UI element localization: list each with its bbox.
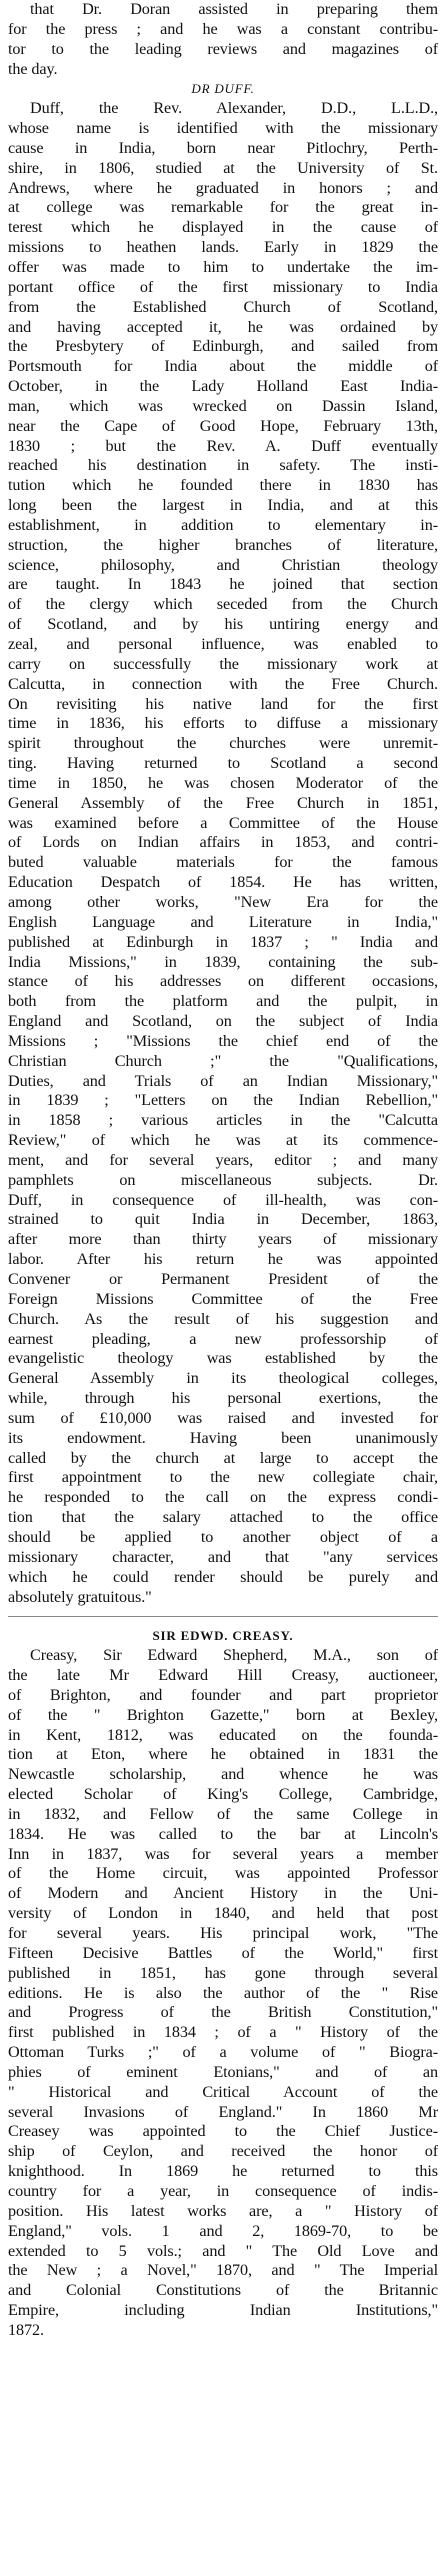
text-line: portant office of the first missionary to India: [8, 277, 438, 296]
article-column: [8, 0, 438, 2341]
section-divider: [8, 1616, 438, 1617]
text-line: extended to 5 vols.; and " The Old Love and: [8, 2241, 438, 2260]
text-line: 1830 ; but the Rev. A. Duff eventually: [8, 436, 438, 455]
text-line: should be applied to another object of a: [8, 1527, 438, 1546]
text-line: of the clergy which seceded from the Church: [8, 595, 438, 614]
text-line: Empire, including Indian Institutions,": [8, 2301, 438, 2320]
text-line: evangelistic theology was established by the: [8, 1349, 438, 1368]
section-body: [8, 1646, 438, 2341]
text-line: Missions ; "Missions the chief end of the: [8, 1031, 438, 1050]
text-line: published at Edinburgh in 1837 ; " India and: [8, 932, 438, 951]
text-line: and Progress of the British Constitution,": [8, 2003, 438, 2022]
text-line: from the Established Church of Scotland,: [8, 297, 438, 316]
text-line: knighthood. In 1869 he returned to this: [8, 2162, 438, 2181]
text-line: the Presbytery of Edinburgh, and sailed from: [8, 337, 438, 356]
text-line: in Kent, 1812, was educated on the founda-: [8, 1725, 438, 1744]
text-line: several Invasions of England." In 1860 Mr: [8, 2102, 438, 2121]
text-line: absolutely gratuitous.": [8, 1587, 152, 1606]
section-creasy: [8, 1626, 438, 2340]
text-line: among other works, "New Era for the: [8, 892, 438, 911]
text-line: India Missions," in 1839, containing the sub-: [8, 952, 438, 971]
text-line: Calcutta, in connection with the Free Church.: [8, 674, 438, 693]
text-line: Creasy, Sir Edward Shepherd, M.A., son of: [30, 1646, 438, 1665]
text-line: England and Scotland, on the subject of India: [8, 1012, 438, 1031]
text-line: On revisiting his native land for the first: [8, 694, 438, 713]
text-line: General Assembly of the Free Church in 1851,: [8, 793, 438, 812]
text-line: for the press ; and he was a constant contribu-: [8, 19, 438, 38]
text-line: Ottoman Turks ;" of a volume of " Biogra-: [8, 2043, 438, 2062]
text-line: struction, the higher branches of literature,: [8, 535, 438, 554]
text-line: time in 1836, his efforts to diffuse a missionary: [8, 714, 438, 733]
text-line: long been the largest in India, and at this: [8, 496, 438, 515]
text-line: elected Scholar of King's College, Cambridge,: [8, 1785, 438, 1804]
text-line: in 1858 ; various articles in the "Calcutta: [8, 1111, 438, 1130]
text-line: Andrews, where he graduated in honors ; and: [8, 178, 438, 197]
text-line: Creasey was appointed to the Chief Justice-: [8, 2122, 438, 2141]
text-line: which he could render should be purely and: [8, 1567, 438, 1586]
text-line: Education Despatch of 1854. He has written,: [8, 873, 438, 892]
text-line: country for a year, in consequence of indis-: [8, 2181, 438, 2200]
text-line: tion that the salary attached to the office: [8, 1508, 438, 1527]
text-line: versity of London in 1840, and held that post: [8, 1904, 438, 1923]
text-line: 1872.: [8, 2320, 44, 2339]
text-line: phies of eminent Etonians," and of an: [8, 2062, 438, 2081]
text-line: of Scotland, and by his untiring energy and: [8, 615, 438, 634]
text-line: time in 1850, he was chosen Moderator of the: [8, 773, 438, 792]
text-line: of Brighton, and founder and part proprietor: [8, 1685, 438, 1704]
text-line: buted valuable materials for the famous: [8, 853, 438, 872]
text-line: after more than thirty years of missionary: [8, 1230, 438, 1249]
text-line: Church. As the result of his suggestion and: [8, 1309, 438, 1328]
text-line: the New ; a Novel," 1870, and " The Imperial: [8, 2261, 438, 2280]
text-line: tution which he founded there in 1830 has: [8, 476, 438, 495]
text-line: near the Cape of Good Hope, February 13th,: [8, 416, 438, 435]
text-line: sum of £10,000 was raised and invested for: [8, 1408, 438, 1427]
text-line: strained to quit India in December, 1863,: [8, 1210, 438, 1229]
text-line: Foreign Missions Committee of the Free: [8, 1289, 438, 1308]
text-line: and Colonial Constitutions of the Britannic: [8, 2281, 438, 2300]
text-line: cause in India, born near Pitlochry, Perth-: [8, 138, 438, 157]
text-line: of Modern and Ancient History in the Uni-: [8, 1884, 438, 1903]
text-line: for several years. His principal work, "The: [8, 1924, 438, 1942]
text-line: Portsmouth for India about the middle of: [8, 357, 438, 376]
text-line: October, in the Lady Holland East India-: [8, 377, 438, 396]
text-line: the late Mr Edward Hill Creasy, auctioneer,: [8, 1666, 438, 1685]
text-line: that Dr. Doran assisted in preparing them: [30, 0, 438, 18]
text-line: establishment, in addition to elementary in-: [8, 515, 438, 534]
text-line: Fifteen Decisive Battles of the World," first: [8, 1943, 438, 1962]
text-line: tor to the leading reviews and magazines of: [8, 39, 438, 58]
text-line: 1834. He was called to the bar at Lincoln's: [8, 1824, 438, 1843]
text-line: called by the church at large to accept the: [8, 1448, 438, 1467]
text-line: of the " Brighton Gazette," born at Bexley,: [8, 1705, 438, 1724]
text-line: ment, and for several years, editor ; and many: [8, 1150, 438, 1169]
text-line: General Assembly in its theological colleges,: [8, 1369, 438, 1388]
text-line: first appointment to the new collegiate chair,: [8, 1468, 438, 1487]
text-line: the day.: [8, 59, 58, 78]
text-line: are taught. In 1843 he joined that section: [8, 575, 438, 594]
text-line: shire, in 1806, studied at the University of St.: [8, 158, 438, 177]
text-line: in 1832, and Fellow of the same College in: [8, 1804, 438, 1823]
text-line: spirit throughout the churches were unremit-: [8, 734, 438, 753]
text-line: and having accepted it, he was ordained by: [8, 317, 438, 336]
text-line: first published in 1834 ; of a " History of the: [8, 2023, 438, 2042]
text-line: " Historical and Critical Account of the: [8, 2082, 438, 2101]
text-line: Duff, in consequence of ill-health, was con-: [8, 1190, 438, 1209]
text-line: ship of Ceylon, and received the honor of: [8, 2142, 438, 2161]
section-heading: DR DUFF.: [191, 81, 255, 97]
text-line: editions. He is also the author of the " Rise: [8, 1983, 438, 2002]
text-line: zeal, and personal influence, was enabled to: [8, 635, 438, 653]
text-line: position. His latest works are, a " History of: [8, 2201, 438, 2220]
text-line: man, which was wrecked on Dassin Island,: [8, 396, 438, 415]
text-line: Duties, and Trials of an Indian Missionary,": [8, 1071, 438, 1090]
text-line: pamphlets on miscellaneous subjects. Dr.: [8, 1170, 438, 1189]
text-line: science, philosophy, and Christian theology: [8, 555, 438, 574]
text-line: Christian Church ;" the "Qualifications,: [8, 1051, 438, 1070]
text-line: ting. Having returned to Scotland a second: [8, 754, 438, 773]
text-line: both from the platform and the pulpit, in: [8, 992, 438, 1011]
text-line: offer was made to him to undertake the im-: [8, 257, 438, 276]
text-line: England," vols. 1 and 2, 1869-70, to be: [8, 2221, 438, 2240]
intro-paragraph: [8, 0, 438, 79]
text-line: tion at Eton, where he obtained in 1831 the: [8, 1745, 438, 1764]
text-line: terest which he displayed in the cause of: [8, 218, 438, 237]
text-line: whose name is identified with the missionary: [8, 119, 438, 138]
section-duff: [8, 79, 438, 1607]
text-line: its endowment. Having been unanimously: [8, 1428, 438, 1447]
text-line: labor. After his return he was appointed: [8, 1250, 438, 1269]
text-line: he responded to the call on the express condi-: [8, 1488, 438, 1507]
text-line: at college was remarkable for the great in-: [8, 198, 438, 217]
section-body: [8, 99, 438, 1607]
text-line: reached his destination in safety. The insti-: [8, 456, 438, 475]
text-line: Review," of which he was at its commence-: [8, 1131, 438, 1150]
text-line: stance of his addresses on different occasions,: [8, 972, 438, 991]
text-line: Newcastle scholarship, and whence he was: [8, 1765, 438, 1784]
text-line: in 1839 ; "Letters on the Indian Rebellion,": [8, 1091, 438, 1110]
text-line: carry on successfully the missionary work at: [8, 654, 438, 673]
text-line: Duff, the Rev. Alexander, D.D., L.L.D.,: [30, 99, 438, 118]
text-line: Convener or Permanent President of the: [8, 1270, 438, 1288]
text-line: of Lords on Indian affairs in 1853, and contri-: [8, 833, 438, 852]
text-line: missions to heathen lands. Early in 1829 the: [8, 238, 438, 257]
text-line: of the Home circuit, was appointed Professor: [8, 1864, 438, 1883]
section-heading: SIR EDWD. CREASY.: [152, 1628, 294, 1644]
text-line: earnest pleading, a new professorship of: [8, 1329, 438, 1348]
text-line: Inn in 1837, was for several years a member: [8, 1844, 438, 1863]
text-line: missionary character, and that "any services: [8, 1547, 438, 1566]
text-line: while, through his personal exertions, the: [8, 1389, 438, 1408]
text-line: published in 1851, has gone through several: [8, 1963, 438, 1982]
text-line: English Language and Literature in India,": [8, 912, 438, 931]
text-line: was examined before a Committee of the House: [8, 813, 438, 832]
